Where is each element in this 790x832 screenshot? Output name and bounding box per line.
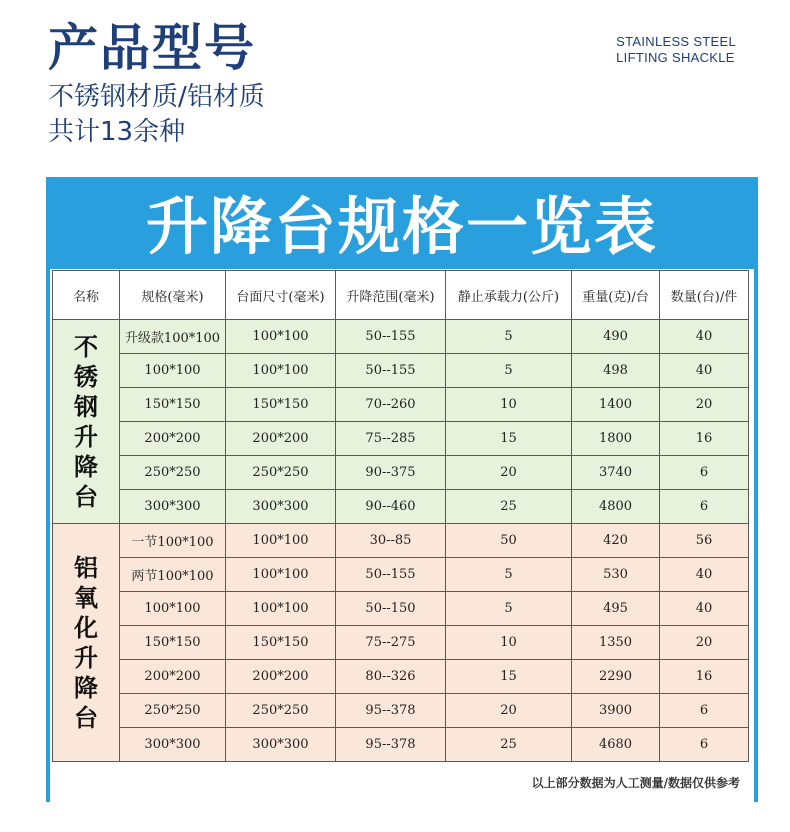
table-cell: 10 (446, 388, 572, 422)
table-cell: 250*250 (120, 456, 226, 490)
column-header: 升降范围(毫米) (336, 271, 446, 320)
table-row (53, 490, 749, 524)
table-cell: 20 (660, 388, 749, 422)
table-cell: 100*100 (226, 524, 336, 558)
table-cell: 200*200 (226, 660, 336, 694)
table-cell: 300*300 (120, 490, 226, 524)
table-cell: 250*250 (226, 694, 336, 728)
table-cell: 95--378 (336, 694, 446, 728)
table-cell: 150*150 (226, 626, 336, 660)
table-cell: 40 (660, 354, 749, 388)
page-title: 产品型号 (48, 19, 256, 77)
table-cell: 4680 (572, 728, 660, 762)
table-row (53, 422, 749, 456)
group-name-char: 化 (74, 613, 98, 642)
table-cell: 6 (660, 456, 749, 490)
table-cell: 50 (446, 524, 572, 558)
table-cell: 420 (572, 524, 660, 558)
table-cell: 40 (660, 320, 749, 354)
table-row (53, 592, 749, 626)
table-cell: 25 (446, 490, 572, 524)
table-cell: 100*100 (226, 354, 336, 388)
group-name-char: 台 (74, 482, 98, 511)
disclaimer-note: 以上部分数据为人工测量/数据仅供参考 (531, 776, 740, 790)
group-name-char: 升 (74, 643, 98, 672)
column-header: 数量(台)/件 (660, 271, 749, 320)
group-name-char: 降 (74, 452, 98, 481)
table-cell: 1350 (572, 626, 660, 660)
column-header: 台面尺寸(毫米) (226, 271, 336, 320)
table-row (53, 354, 749, 388)
table-cell: 16 (660, 660, 749, 694)
table-cell: 3900 (572, 694, 660, 728)
table-cell: 1400 (572, 388, 660, 422)
column-header: 静止承载力(公斤) (446, 271, 572, 320)
table-cell: 250*250 (120, 694, 226, 728)
group-name-char: 锈 (74, 362, 98, 391)
table-cell: 300*300 (226, 490, 336, 524)
table-cell: 50--155 (336, 320, 446, 354)
table-cell: 200*200 (120, 660, 226, 694)
table-cell: 20 (446, 456, 572, 490)
table-cell: 5 (446, 320, 572, 354)
group-name-char: 降 (74, 673, 98, 702)
group-name-cell (53, 320, 120, 524)
material-subtitle: 不锈钢材质/铝材质 (48, 82, 265, 112)
table-cell: 40 (660, 592, 749, 626)
table-cell: 3740 (572, 456, 660, 490)
table-cell: 100*100 (226, 592, 336, 626)
table-cell: 30--85 (336, 524, 446, 558)
table-cell: 70--260 (336, 388, 446, 422)
table-row (53, 320, 749, 354)
table-cell: 300*300 (226, 728, 336, 762)
count-subtitle: 共计13余种 (48, 117, 186, 147)
table-cell: 90--460 (336, 490, 446, 524)
table-header-row (53, 271, 749, 320)
english-line: STAINLESS STEEL (616, 34, 736, 49)
spec-table-title: 升降台规格一览表 (145, 190, 658, 263)
table-cell: 6 (660, 694, 749, 728)
table-cell: 10 (446, 626, 572, 660)
table-row (53, 694, 749, 728)
table-cell: 250*250 (226, 456, 336, 490)
table-cell: 6 (660, 490, 749, 524)
table-cell: 150*150 (226, 388, 336, 422)
table-cell: 150*150 (120, 388, 226, 422)
table-cell: 80--326 (336, 660, 446, 694)
table-cell: 5 (446, 592, 572, 626)
table-cell: 530 (572, 558, 660, 592)
group-name-char: 铝 (74, 553, 98, 582)
column-header: 名称 (53, 271, 120, 320)
table-cell: 200*200 (120, 422, 226, 456)
table-cell: 5 (446, 354, 572, 388)
group-name-char: 氧 (74, 583, 98, 612)
english-line: LIFTING SHACKLE (616, 50, 735, 65)
table-cell: 15 (446, 660, 572, 694)
table-cell: 15 (446, 422, 572, 456)
group-name-char: 钢 (74, 392, 98, 421)
table-row (53, 456, 749, 490)
table-cell: 50--150 (336, 592, 446, 626)
table-cell: 100*100 (120, 592, 226, 626)
table-cell: 40 (660, 558, 749, 592)
table-row (53, 728, 749, 762)
table-cell: 1800 (572, 422, 660, 456)
table-cell: 16 (660, 422, 749, 456)
table-cell: 495 (572, 592, 660, 626)
table-cell: 2290 (572, 660, 660, 694)
table-cell: 75--285 (336, 422, 446, 456)
table-cell: 6 (660, 728, 749, 762)
group-name-char: 升 (74, 422, 98, 451)
table-cell: 20 (660, 626, 749, 660)
group-name-cell (53, 524, 120, 762)
table-cell: 100*100 (226, 320, 336, 354)
table-cell: 490 (572, 320, 660, 354)
table-cell: 56 (660, 524, 749, 558)
table-cell: 90--375 (336, 456, 446, 490)
spec-table (52, 270, 749, 762)
table-cell: 5 (446, 558, 572, 592)
table-row (53, 660, 749, 694)
table-cell: 50--155 (336, 354, 446, 388)
table-cell: 升级款100*100 (120, 320, 226, 354)
table-cell: 300*300 (120, 728, 226, 762)
table-cell: 两节100*100 (120, 558, 226, 592)
table-cell: 25 (446, 728, 572, 762)
table-row (53, 558, 749, 592)
table-cell: 20 (446, 694, 572, 728)
table-cell: 75--275 (336, 626, 446, 660)
table-cell: 95--378 (336, 728, 446, 762)
table-row (53, 626, 749, 660)
table-cell: 150*150 (120, 626, 226, 660)
table-cell: 100*100 (226, 558, 336, 592)
table-cell: 4800 (572, 490, 660, 524)
table-cell: 一节100*100 (120, 524, 226, 558)
table-cell: 50--155 (336, 558, 446, 592)
group-name-char: 不 (74, 332, 98, 361)
column-header: 规格(毫米) (120, 271, 226, 320)
table-row (53, 388, 749, 422)
group-name-char: 台 (74, 703, 98, 732)
table-cell: 100*100 (120, 354, 226, 388)
column-header: 重量(克)/台 (572, 271, 660, 320)
english-caption (616, 34, 736, 66)
table-cell: 498 (572, 354, 660, 388)
table-row (53, 524, 749, 558)
table-cell: 200*200 (226, 422, 336, 456)
